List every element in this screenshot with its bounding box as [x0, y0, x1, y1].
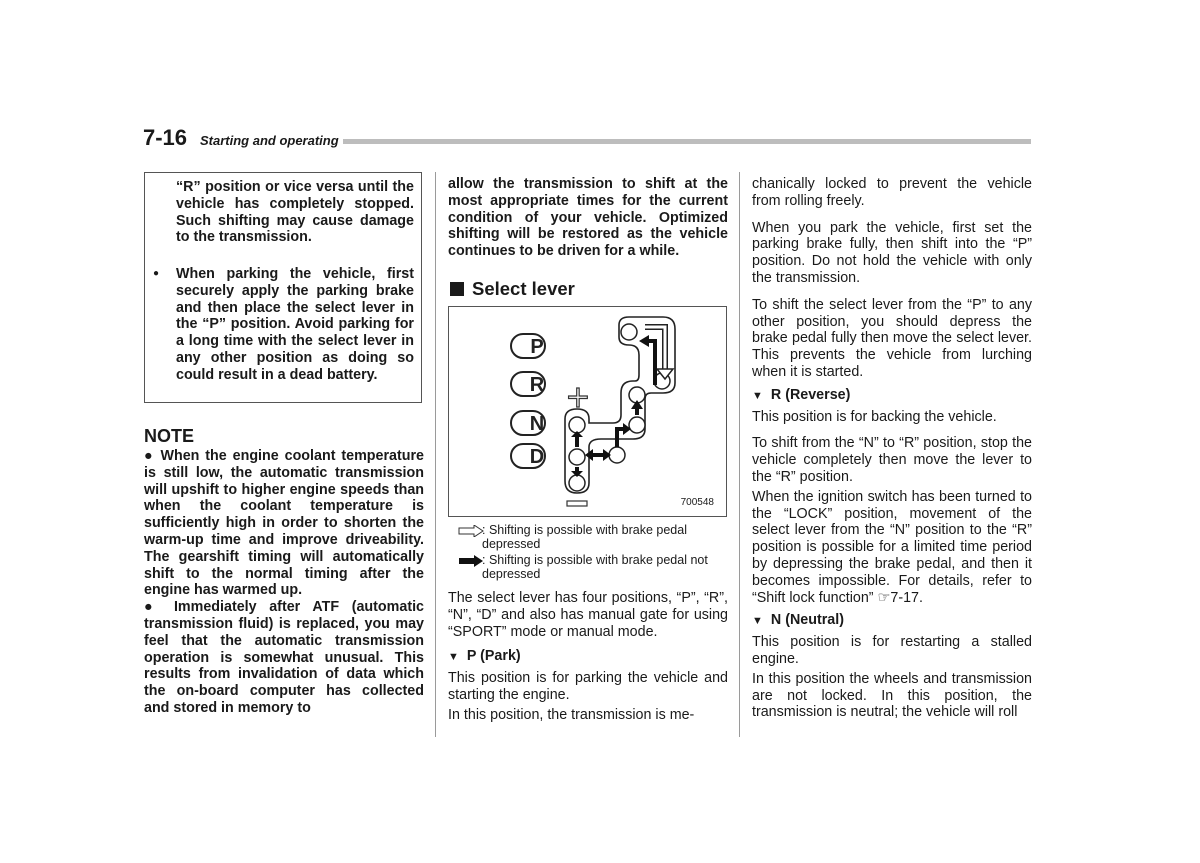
page-header [143, 125, 1033, 155]
gear-n-icon [511, 411, 545, 435]
legend-solid-text: : Shifting is possible with brake pedal not depressed [482, 553, 708, 581]
position-p-dot [621, 324, 637, 340]
position-plus-dot [569, 417, 585, 433]
reverse-heading [752, 387, 1032, 405]
neutral-text-1: This position is for restarting a stalled engine. [752, 634, 1032, 667]
bullet-icon: ● [153, 268, 160, 279]
header-rule [343, 139, 1031, 144]
solid-arrow-legend-icon [458, 555, 484, 567]
hollow-arrow-legend-icon [458, 525, 484, 537]
note-item-atf: ● Immediately after ATF (automatic transmission fluid) is replaced, you may feel that the automatic transmission operation is somewhat unusual. This results from invalidation of data which the on-board computer has collected and stored in memory to [144, 599, 424, 716]
caution-box [144, 172, 422, 403]
gear-n-label: N [529, 413, 545, 435]
select-lever-intro: The select lever has four positions, “P”, “R”, “N”, “D” and also has manual gate for using “SPORT” mode or manual mode. [448, 590, 728, 640]
minus-gate-icon [567, 501, 587, 506]
page-number: 7-16 [143, 125, 188, 150]
position-n-dot [629, 417, 645, 433]
park-text-2: In this position, the transmission is me- [448, 706, 695, 723]
reverse-text-3: When the ignition switch has been turned to the “LOCK” position, movement of the select lever from the “N” position to the “R” position is possible for a limited time period by depressing the brake pedal, and then it becomes impossible. For details, refer to “Shift lock function” ☞7-17. [752, 488, 1032, 606]
reverse-text-1: This position is for backing the vehicle. [752, 408, 997, 425]
position-manual-dot [569, 449, 585, 465]
gear-d-label: D [529, 446, 545, 468]
select-lever-heading [450, 278, 575, 300]
select-lever-diagram [448, 306, 727, 517]
gear-d-icon [511, 444, 545, 468]
col2-top-text: allow the transmission to shift at the most appropriate times for the current condition of your vehicle. Optimized shifting will be restored as the vehicle continues to be driven for a while. [448, 176, 728, 260]
position-d-dot [609, 447, 625, 463]
col3-p1: chanically locked to prevent the vehicle from rolling freely. [752, 176, 1032, 209]
column-divider [435, 172, 436, 737]
column-divider [739, 172, 740, 737]
position-minus-dot [569, 475, 585, 491]
select-lever-heading-text: Select lever [472, 278, 575, 299]
triangle-down-icon: ▼ [752, 389, 763, 402]
caution-continuation: “R” position or vice versa until the vehicle has completely stopped. Such shifting may cause damage to the transmission. [176, 179, 414, 246]
park-heading-text: P (Park) [466, 648, 521, 665]
park-text-1: This position is for parking the vehicle and starting the engine. [448, 670, 728, 703]
triangle-down-icon: ▼ [448, 651, 459, 664]
figure-code: 700548 [680, 497, 714, 508]
note-body [144, 448, 424, 717]
park-heading [448, 648, 728, 666]
section-title: Starting and operating [200, 133, 339, 148]
triangle-down-icon: ▼ [752, 615, 763, 628]
col3-p2: When you park the vehicle, first set the parking brake fully, then shift into the “P” position. Do not hold the vehicle with only the transmission. [752, 219, 1032, 286]
col3-body [752, 176, 1032, 721]
legend-hollow-text: : Shifting is possible with brake pedal depressed [482, 523, 687, 551]
neutral-heading [752, 612, 1032, 630]
col3-p3: To shift the select lever from the “P” to any other position, you should depress the brake pedal fully then move the select lever. This prevents the vehicle from lurching when it is started. [752, 296, 1032, 380]
note-item-coolant: ● When the engine coolant temperature is still low, the automatic transmission will upshift to higher engine speeds than when the coolant temperature is sufficiently high in order to shorten the warm-up time and improve driveability. The gearshift timing will automatically shift to the normal timing after the engine has warmed up. [144, 448, 424, 599]
gear-r-label: R [529, 374, 545, 396]
gear-r-icon [511, 372, 545, 396]
gear-p-icon [511, 334, 545, 358]
section-square-icon [450, 282, 464, 296]
col2-body [448, 590, 728, 724]
note-title: NOTE [144, 426, 195, 446]
plus-gate-label: + [565, 380, 591, 415]
reverse-heading-text: R (Reverse) [770, 386, 851, 403]
reverse-text-2: To shift from the “N” to “R” position, stop the vehicle completely then move the lever to the “R” position. [752, 435, 1032, 485]
caution-parking-text: When parking the vehicle, first securely apply the parking brake and then place the select lever in the “P” position. Avoid parking for a long time with the select lever in any other position as doing so could result in a dead battery. [176, 266, 414, 383]
neutral-heading-text: N (Neutral) [770, 612, 844, 629]
gear-p-label: P [530, 336, 544, 358]
neutral-text-2: In this position the wheels and transmission are not locked. In this position, the transmission is neutral; the vehicle will roll [752, 670, 1032, 721]
shift-gate-diagram [449, 307, 726, 516]
